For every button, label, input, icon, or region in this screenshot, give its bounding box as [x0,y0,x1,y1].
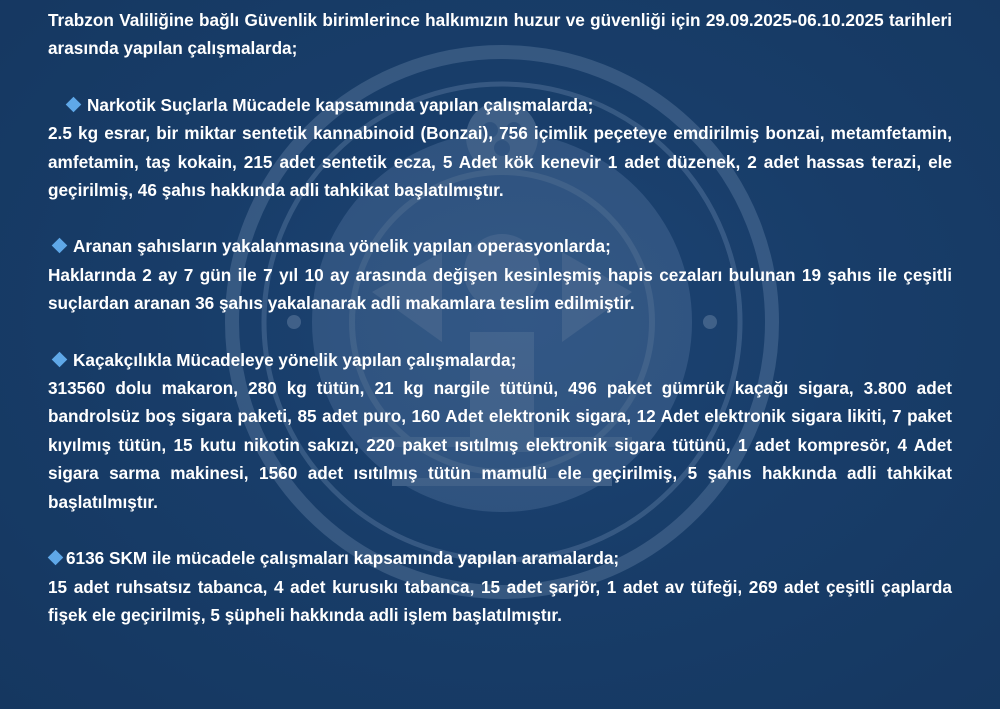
intro-paragraph: Trabzon Valiliğine bağlı Güvenlik birimlerince halkımızın huzur ve güvenliği için 29.09.2025-06.10.2025 tarihleri arasında yapılan çalışmalarda; [48,10,952,59]
section-body-skm: 15 adet ruhsatsız tabanca, 4 adet kurusıkı tabanca, 15 adet şarjör, 1 adet av tüfeği, 269 adet çeşitli çaplarda fişek ele geçirilmiş, 5 şüpheli hakkında adli işlem başlatılmıştır. [48,576,952,625]
section-heading-skm [48,544,952,572]
section-body-aranan: Haklarında 2 ay 7 gün ile 7 yıl 10 ay arasında değişen kesinleşmiş hapis cezaları bulunan 19 şahıs ile çeşitli suçlardan aranan 36 şahıs yakalanarak adli makamlara teslim edilmiştir. [48,264,952,314]
section-heading-label: Aranan şahısların yakalanmasına yönelik yapılan operasyonlarda; [73,236,611,257]
blue-diamond-icon [48,550,64,566]
section-body-narkotik: 2.5 kg esrar, bir miktar sentetik kannabinoid (Bonzai), 756 içimlik peçeteye emdirilmiş bonzai, metamfetamin, amfetamin, taş kokain, 215 adet sentetik ecza, 5 Adet kök kenevir 1 adet düzenek, 2 adet hassas terazi, ele geçirilmiş, 46 şahıs hakkında adli tahkikat başlatılmıştır. [48,123,952,201]
blue-diamond-icon [52,238,68,254]
section-heading-label: Narkotik Suçlarla Mücadele kapsamında yapılan çalışmalarda; [87,94,594,115]
section-heading-kacakcilik [48,346,952,374]
announcement-content [48,6,952,629]
blue-diamond-icon [66,97,82,113]
section-heading-narkotik [48,91,952,119]
section-heading-label: Kaçakçılıkla Mücadeleye yönelik yapılan çalışmalarda; [73,349,517,370]
section-body-kacakcilik: 313560 dolu makaron, 280 kg tütün, 21 kg nargile tütünü, 496 paket gümrük kaçağı sigara, 3.800 adet bandrolsüz boş sigara paketi, 85 adet puro, 160 Adet elektronik sigara, 12 Adet elektronik sigara likiti, 7 paket kıyılmış tütün, 15 kutu nikotin sakızı, 220 paket ısıtılmış elektronik sigara tütünü, 1 adet kompresör, 4 Adet sigara sarma makinesi, 1560 adet ısıtılmış tütün mamulü ele geçirilmiş, 5 şahıs hakkında adli tahkikat başlatılmıştır. [48,378,952,512]
blue-diamond-icon [52,351,68,367]
section-heading-aranan [48,232,952,260]
section-heading-label: 6136 SKM ile mücadele çalışmaları kapsamında yapılan aramalarda; [66,548,620,569]
